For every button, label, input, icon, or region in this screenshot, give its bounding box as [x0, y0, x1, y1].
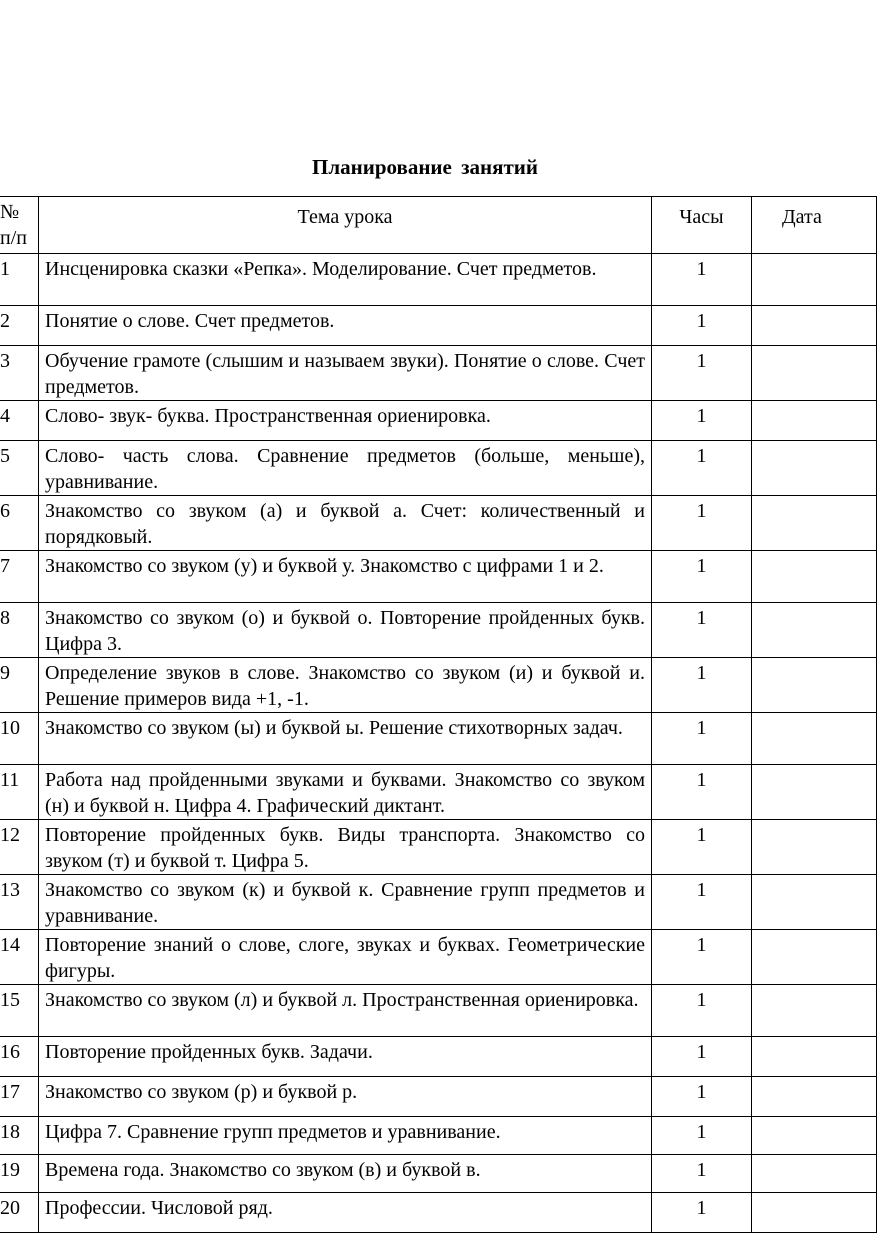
row-num: 6 [0, 496, 39, 551]
row-date [752, 820, 877, 875]
row-hours: 1 [652, 1193, 752, 1233]
row-topic: Времена года. Знакомство со звуком (в) и буквой в. [39, 1155, 652, 1193]
table-row [0, 551, 877, 603]
row-topic: Знакомство со звуком (л) и буквой л. Пространственная ориенировка. [39, 985, 652, 1037]
row-date [752, 985, 877, 1037]
page-title: Планирование занятий [312, 155, 538, 179]
row-num: 8 [0, 603, 39, 658]
row-date [752, 254, 877, 306]
row-topic: Профессии. Числовой ряд. [39, 1193, 652, 1233]
row-date [752, 875, 877, 930]
header-hours: Часы [652, 197, 752, 254]
table-row [0, 441, 877, 496]
row-num: 15 [0, 985, 39, 1037]
row-hours: 1 [652, 985, 752, 1037]
row-num: 3 [0, 346, 39, 401]
row-date [752, 765, 877, 820]
row-num: 12 [0, 820, 39, 875]
row-num: 11 [0, 765, 39, 820]
row-date [752, 1193, 877, 1233]
row-date [752, 713, 877, 765]
row-hours: 1 [652, 254, 752, 306]
row-num: 4 [0, 401, 39, 441]
table-row [0, 306, 877, 346]
row-date [752, 496, 877, 551]
row-num: 20 [0, 1193, 39, 1233]
table-row [0, 765, 877, 820]
row-hours: 1 [652, 1037, 752, 1077]
table-row [0, 1193, 877, 1233]
row-date [752, 603, 877, 658]
row-num: 1 [0, 254, 39, 306]
row-hours: 1 [652, 306, 752, 346]
row-topic: Цифра 7. Сравнение групп предметов и уравнивание. [39, 1117, 652, 1155]
row-hours: 1 [652, 1155, 752, 1193]
row-num: 19 [0, 1155, 39, 1193]
row-num: 16 [0, 1037, 39, 1077]
row-num: 13 [0, 875, 39, 930]
row-date [752, 1037, 877, 1077]
row-topic: Знакомство со звуком (к) и буквой к. Сравнение групп предметов и уравнивание. [39, 875, 652, 930]
row-topic: Слово- звук- буква. Пространственная ориенировка. [39, 401, 652, 441]
table-header-row [0, 197, 877, 254]
row-date [752, 1117, 877, 1155]
table-row [0, 1155, 877, 1193]
table-row [0, 658, 877, 713]
row-hours: 1 [652, 603, 752, 658]
header-date: Дата [752, 197, 877, 254]
table-row [0, 985, 877, 1037]
table-row [0, 875, 877, 930]
row-hours: 1 [652, 346, 752, 401]
row-date [752, 346, 877, 401]
row-hours: 1 [652, 820, 752, 875]
row-topic: Понятие о слове. Счет предметов. [39, 306, 652, 346]
row-hours: 1 [652, 441, 752, 496]
row-topic: Знакомство со звуком (ы) и буквой ы. Решение стихотворных задач. [39, 713, 652, 765]
row-num: 9 [0, 658, 39, 713]
table-row [0, 1037, 877, 1077]
table-row [0, 713, 877, 765]
table-row [0, 820, 877, 875]
row-num: 17 [0, 1077, 39, 1117]
row-topic: Определение звуков в слове. Знакомство со звуком (и) и буквой и. Решение примеров вида +1, -1. [39, 658, 652, 713]
row-hours: 1 [652, 551, 752, 603]
row-topic: Знакомство со звуком (р) и буквой р. [39, 1077, 652, 1117]
table-row [0, 254, 877, 306]
row-hours: 1 [652, 1077, 752, 1117]
row-hours: 1 [652, 658, 752, 713]
row-date [752, 1155, 877, 1193]
row-hours: 1 [652, 930, 752, 985]
row-topic: Знакомство со звуком (а) и буквой а. Счет: количественный и порядковый. [39, 496, 652, 551]
table-row [0, 401, 877, 441]
row-topic: Работа над пройденными звуками и буквами. Знакомство со звуком (н) и буквой н. Цифра 4. Графический диктант. [39, 765, 652, 820]
row-hours: 1 [652, 401, 752, 441]
row-date [752, 441, 877, 496]
table-row [0, 1077, 877, 1117]
row-date [752, 401, 877, 441]
row-num: 10 [0, 713, 39, 765]
table-row [0, 603, 877, 658]
row-topic: Повторение пройденных букв. Виды транспорта. Знакомство со звуком (т) и буквой т. Цифра 5. [39, 820, 652, 875]
row-num: 7 [0, 551, 39, 603]
table-row [0, 496, 877, 551]
row-topic: Повторение пройденных букв. Задачи. [39, 1037, 652, 1077]
row-date [752, 1077, 877, 1117]
row-hours: 1 [652, 713, 752, 765]
row-date [752, 551, 877, 603]
row-date [752, 930, 877, 985]
row-topic: Знакомство со звуком (о) и буквой о. Повторение пройденных букв. Цифра 3. [39, 603, 652, 658]
lesson-plan-table [0, 196, 877, 1233]
table-row [0, 1117, 877, 1155]
header-num: № п/п [0, 197, 39, 254]
row-hours: 1 [652, 496, 752, 551]
row-topic: Знакомство со звуком (у) и буквой у. Знакомство с цифрами 1 и 2. [39, 551, 652, 603]
row-hours: 1 [652, 1117, 752, 1155]
row-num: 18 [0, 1117, 39, 1155]
header-topic: Тема урока [39, 197, 652, 254]
row-topic: Обучение грамоте (слышим и называем звуки). Понятие о слове. Счет предметов. [39, 346, 652, 401]
row-hours: 1 [652, 765, 752, 820]
row-num: 14 [0, 930, 39, 985]
row-date [752, 658, 877, 713]
row-topic: Повторение знаний о слове, слоге, звуках и буквах. Геометрические фигуры. [39, 930, 652, 985]
row-num: 5 [0, 441, 39, 496]
row-num: 2 [0, 306, 39, 346]
row-topic: Слово- часть слова. Сравнение предметов (больше, меньше), уравнивание. [39, 441, 652, 496]
table-row [0, 930, 877, 985]
table-row [0, 346, 877, 401]
row-date [752, 306, 877, 346]
row-hours: 1 [652, 875, 752, 930]
row-topic: Инсценировка сказки «Репка». Моделирование. Счет предметов. [39, 254, 652, 306]
